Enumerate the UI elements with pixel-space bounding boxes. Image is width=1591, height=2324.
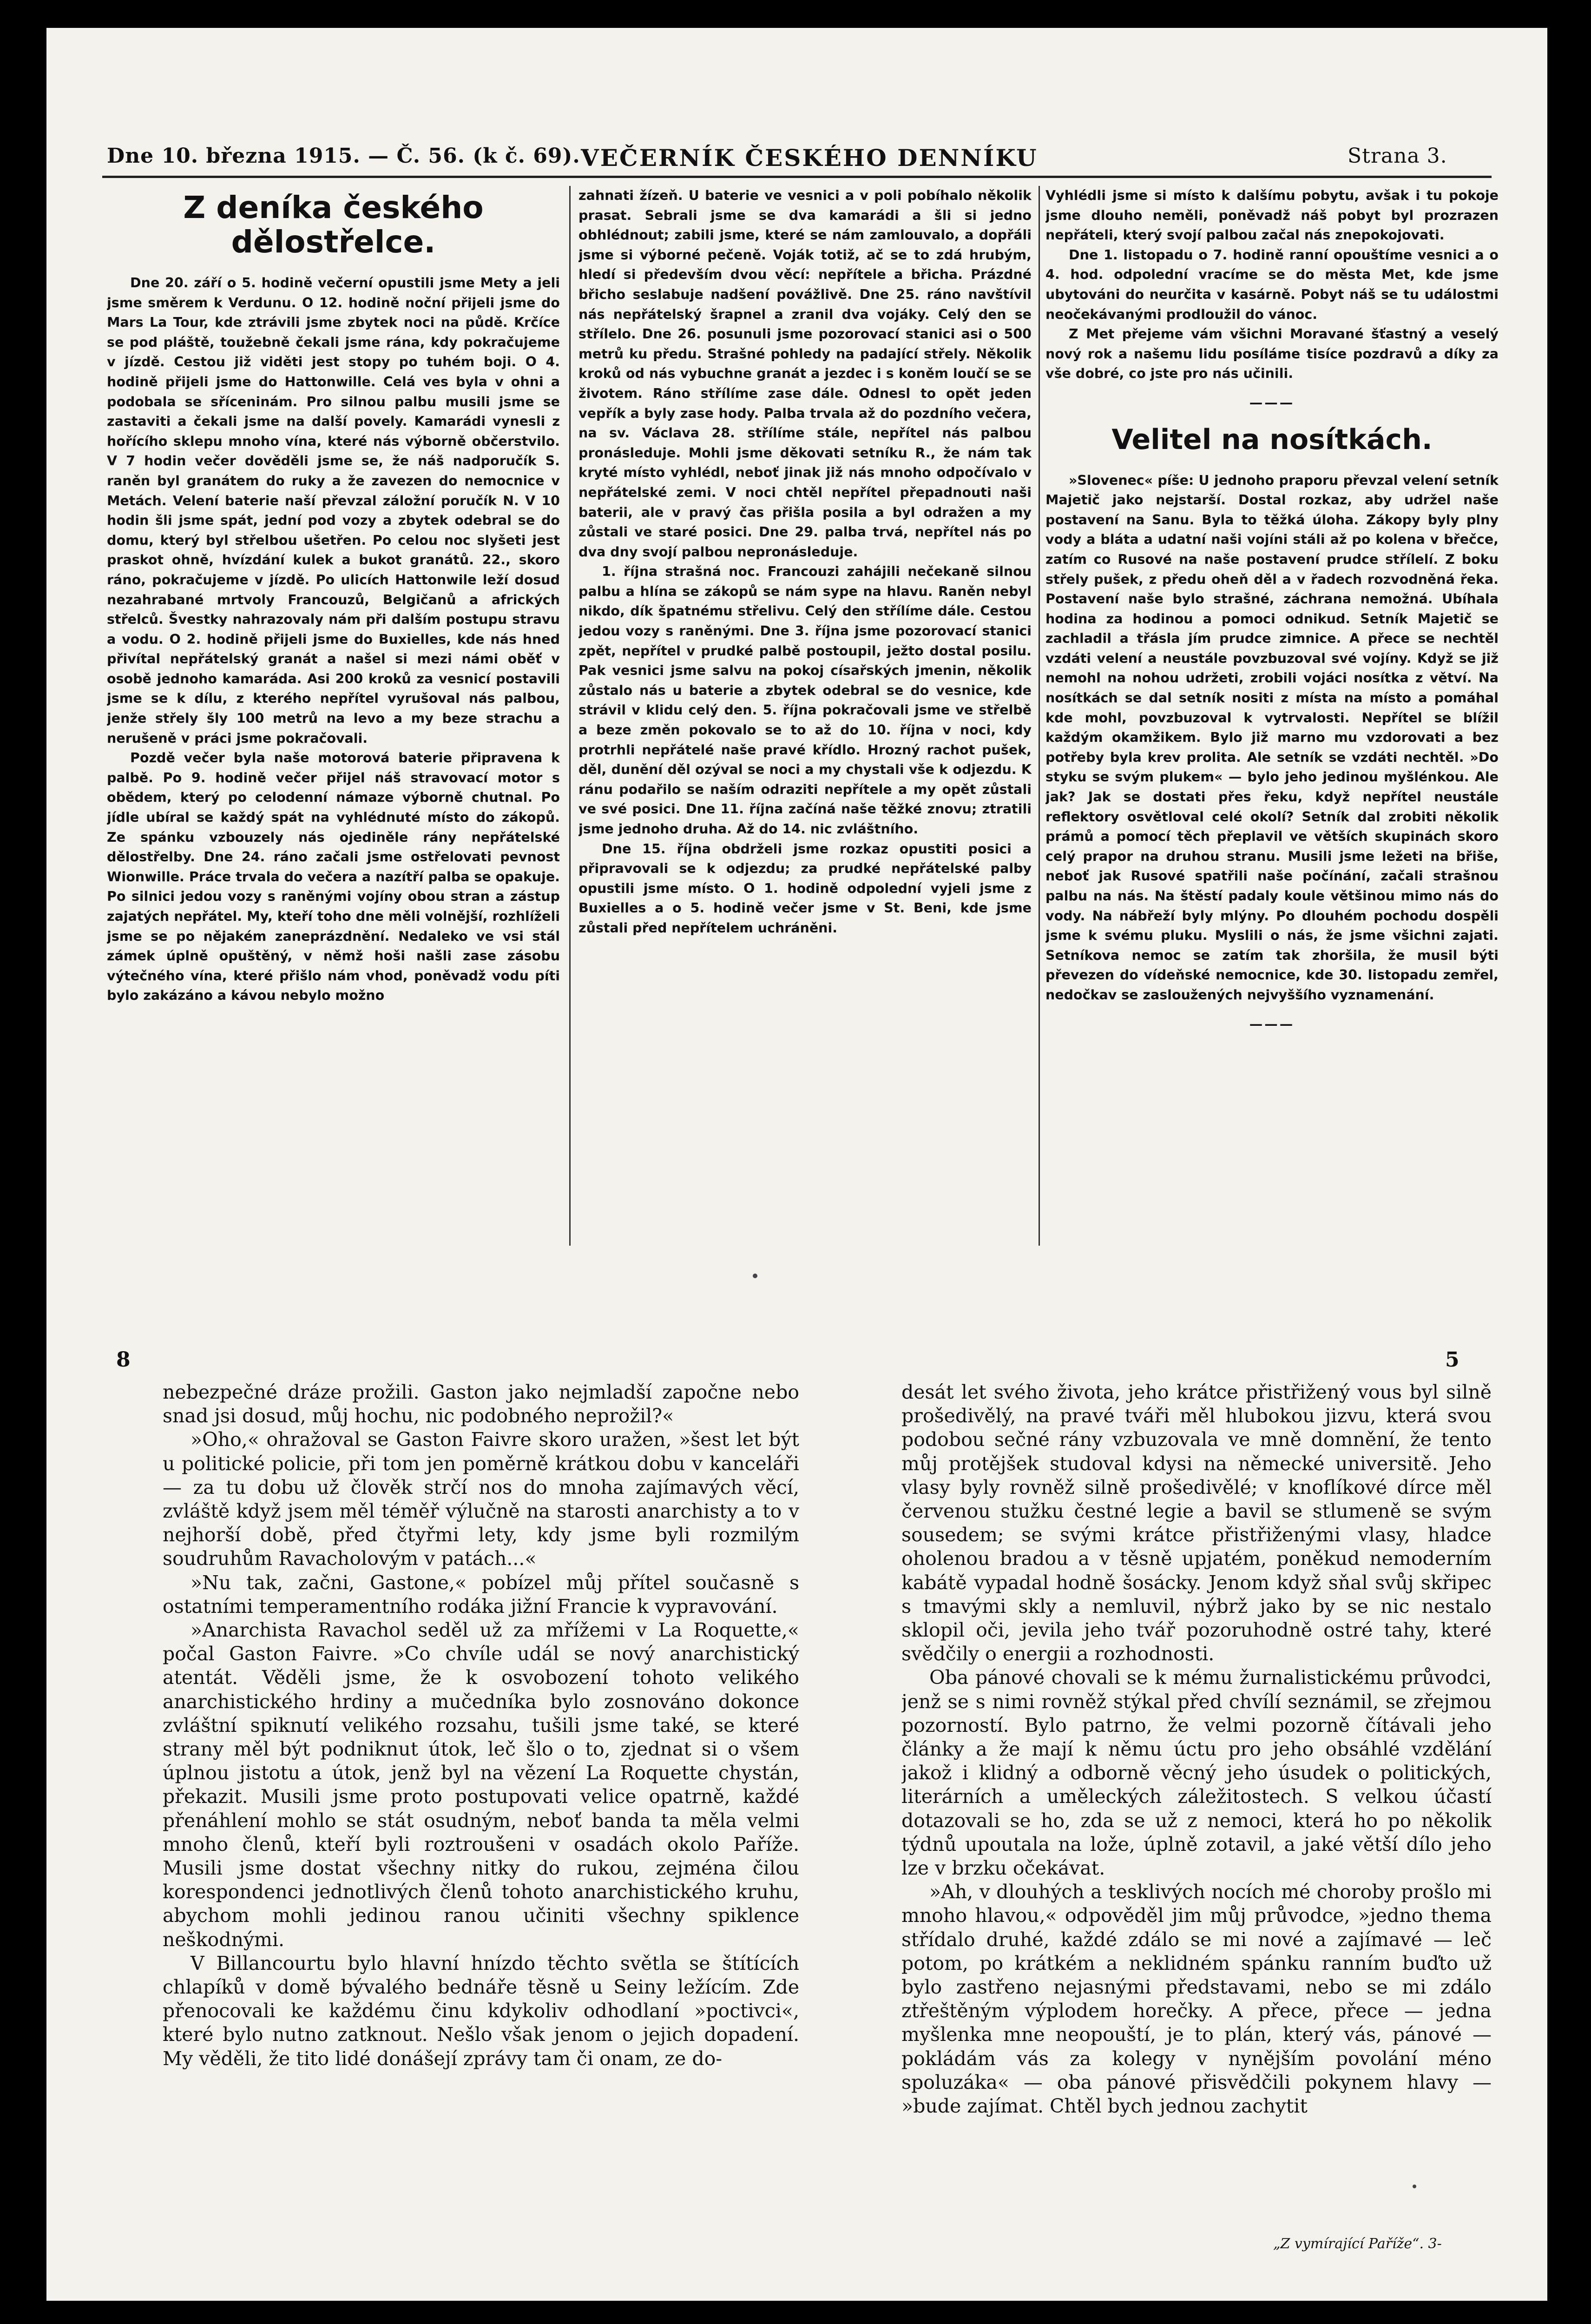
paragraph: desát let svého života, jeho krátce přistřižený vous byl silně prošedivělý, na pravé tváři měl hlubokou jizvu, která svou podobou sečné rány vzbuzovala ve mně domnění, že tento můj protějšek studoval kdysi na německé universitě. Jeho vlasy byly rovněž silně prošedivělé; v knoflíkové dírce měl červenou stužku čestné legie a bavil se stlumeně se svým sousedem; se svými krátce přistřiženými vlasy, hladce oholenou bradou a v těsně upjatém, poněkud nemoderním kabátě vypadal hodně šosácky. Jenom když sňal svůj skřipec s tmavými skly a nemluvil, nýbrž jako by se nic nestalo sklopil oči, jevila jeho tvář pozoruhodně ostré tahy, které svědčily o energii a rozhodnosti.	[901, 1381, 1492, 1665]
paragraph: »Oho,« ohražoval se Gaston Faivre skoro uražen, »šest let být u politické policie, při tom jen poměrně krátkou dobu v kanceláři — za tu dobu už člověk strčí nos do mnoha zajímavých věcí, zvláště když jsem měl téměř výlučně na starosti anarchisty a to v nejhorší době, před čtyřmi lety, kdy jsme byli rozmilým soudruhům Ravacholovým v patách...«	[163, 1428, 799, 1570]
separator: ———	[1249, 395, 1295, 410]
paragraph: »Anarchista Ravachol seděl už za mřížemi v La Roquette,« počal Gaston Faivre. »Co chvíle udál se nový anarchistický atentát. Věděli jsme, že k osvobození tohoto velikého anarchistického hrdiny a mučedníka bylo zosnováno dokonce zvláštní spiknutí velikého rozsahu, tušili jsme také, se které strany měl být podniknut útok, leč šlo o to, zjednat si o všem úplnou jistotu a útok, jenž byl na vězení La Roquette chystán, překazit. Musili jsme proto postupovati velice opatrně, každé přenáhlení mohlo se stát osudným, neboť banda ta měla velmi mnoho členů, kteří byli roztroušeni v osadách okolo Paříže. Musili jsme dostat všechny nitky do rukou, zejména čilou korespondenci jednotlivých členů tohoto anarchistického kruhu, abychom mohli jedinou ranou učiniti všechny spiklence neškodnými.	[163, 1619, 799, 1951]
column-rule	[569, 186, 571, 1246]
newspaper-title: VEČERNÍK ČESKÉHO DENNÍKU	[581, 144, 1038, 172]
paragraph: »Ah, v dlouhých a tesklivých nocích mé choroby prošlo mi mnoho hlavou,« odpověděl jim můj průvodce, »jedno thema střídalo druhé, každé zdálo se mi nové a zajímavé — leč potom, po krátkém a neklidném spánku ranním buďto už bylo zastřeno nejasnými představami, nebo se mi zdálo ztřeštěným výplodem horečky. A přece, přece — jedna myšlenka mne neopouští, je to plán, který vás, pánové — pokládám vás za kolegy v nynějším povolání méno spoluzáka« — oba pánové přisvědčili pokynem hlavy — »bude zajímat. Chtěl bych jednou zachytit	[901, 1881, 1492, 2118]
scan-speck	[1413, 2185, 1416, 2188]
book-page-left	[163, 1380, 799, 2250]
news-column-2	[579, 186, 1032, 1255]
paragraph: »Nu tak, začni, Gastone,« pobízel můj přítel současně s ostatními temperamentního rodáka jižní Francie k vypravování.	[163, 1571, 799, 1618]
scan-speck	[753, 1274, 757, 1278]
paragraph: 1. října strašná noc. Francouzi zahájili nečekaně silnou palbu a hlína se zákopů se nám sype na hlavu. Raněn nebyl nikdo, dík špatnému střelivu. Celý den střílíme dále. Cestou jedou vozy s raněnými. Dne 3. října jsme pozorovací stanici zpět, nepřítel v prudké palbě postoupil, ježto dostal posilu. Pak vesnici jsme salvu na pokoj císařských jmenin, několik zůstalo nás u baterie a zbytek odebral se do vesnice, kde strávil v klidu celý den. 5. října pokračovali jsme ve střelbě a beze změn pokovalo se to až do 10. října v noci, kdy protrhli nepřátelé naše pravé křídlo. Hrozný rachot pušek, děl, dunění děl ozýval se noci a my chystali vše k odjezdu. K ránu podařilo se naším odraziti nepřítele a my opět zůstali ve své posici. Dne 11. října začíná naše těžké znovu; ztratili jsme jednoho druha. Až do 14. nic zvláštního.	[579, 564, 1032, 837]
scanned-page	[46, 28, 1547, 2301]
book-page-number-left: 8	[116, 1348, 131, 1372]
book-page-right	[901, 1380, 1492, 2250]
paragraph: Dne 1. listopadu o 7. hodině ranní opouštíme vesnici a o 4. hod. odpolední vracíme se do města Met, kde jsme ubytováni do neurčita v kasárně. Pobyt náš se tu událostmi neočekávanými prodloužil do vánoc.	[1045, 247, 1499, 322]
header-rule	[102, 176, 1492, 178]
paragraph: zahnati žízeň. U baterie ve vesnici a v poli pobíhalo několik prasat. Sebrali jsme se dva kamarádi a šli si jedno obhlédnout; zabili jsme, které se nám zamlouvalo, a dopřáli jsme si výborné pečeně. Voják totiž, ač se to zdá hrubým, hledí si především dvou věcí: nepřítele a břicha. Prázdné břicho seslabuje nadšení povážlivě. Dne 25. ráno navštívil nás nepřátelský šrapnel a zranil dva vojáky. Celý den se střílelo. Dne 26. posunuli jsme pozorovací stanici asi o 500 metrů ku předu. Strašné pohledy na padající střely. Několik kroků od nás vybuchne granát a jezdec i s koněm loučí se se životem. Ráno střílíme zase dále. Odnesl to opět jeden vepřík a byly zase hody. Palba trvala až do pozdního večera, na sv. Václava 28. střílíme stále, nepřítel nás palbou pronásleduje. Mohli jsme děkovati setníku R., že nám tak kryté místo vyhlédl, neboť jinak již nás mnoho odpočívalo v nepřátelské zemi. V noci chtěl nepřítel přepadnouti naši baterii, ale v pravý čas přišla posila a byl odražen a my zůstali ve staré posici. Dne 29. palba trvá, nepřítel nás po dva dny svojí palbou nepronásleduje.	[579, 188, 1032, 560]
paragraph: Dne 20. září o 5. hodině večerní opustili jsme Mety a jeli jsme směrem k Verdunu. O 12. hodině noční přijeli jsme do Mars La Tour, kde ztrávili jsme zbytek noci na půdě. Krčíce se pod pláště, toužebně čekali jsme rána, kdy pokračujeme v jízdě. Cestou již viděti jest stopy po tuhém boji. O 4. hodině přijeli jsme do Hattonwille. Celá ves byla v ohni a podobala se sříceninám. Pro silnou palbu musili jsme se zastaviti a čekali jsme na další povely. Kamarádi vynesli z hořícího sklepu mnoho vína, které nás výborně občerstvilo. V 7 hodin večer dověděli jsme se, že náš nadporučík S. raněn byl granátem do ruky a že zavezen do nemocnice v Metách. Velení baterie naší převzal záložní poručík N. V 10 hodin šli jsme spát, jední pod vozy a zbytek odebral se do domu, který byl střelbou ušetřen. Po celou noc slyšeti jest praskot ohně, hvízdání kulek a bukot granátů. 22., skoro ráno, pokračujeme v jízdě. Po ulicích Hattonwile leží dosud nezahrabané mrtvoly Francouzů, Belgičanů a afrických střelců. Švestky nahrazovaly nám při dalším postupu stravu a vodu. O 2. hodině přijeli jsme do Buxielles, kde nás hned přivítal nepřátelský granát a našel si mezi námi oběť v osobě jednoho kamaráda. Asi 200 kroků za vesnicí postavili jsme se k dílu, z kterého nepřítel vyrušoval nás palbou, jenže střely šly 100 metrů na levo a my beze strachu a nerušeně v práci jsme pokračovali.	[107, 275, 560, 746]
paragraph: Vyhlédli jsme si místo k dalšímu pobytu, avšak i tu pokoje jsme dlouho neměli, poněvadž náš pobyt byl prozrazen nepřáteli, který svojí palbou začal nás znepokojovati.	[1045, 188, 1499, 243]
book-page-number-right: 5	[1445, 1348, 1460, 1372]
paragraph: Oba pánové chovali se k mému žurnalistickému průvodci, jenž se s nimi rovněž stýkal před chvílí seznámil, se zřejmou pozorností. Bylo patrno, že velmi pozorně čítávali jeho články a že mají k němu úctu pro jeho obsáhlé vzdělání jakož i klidný a odborně věcný jeho úsudek o politických, literárních a uměleckých záležitostech. S velkou účastí dotazovali se ho, zda se už z nemoci, která ho po několik týdnů upoutala na lože, úplně zotavil, a jaké větší dílo jeho lze v brzku očekávat.	[901, 1666, 1492, 1880]
column-rule	[1039, 186, 1040, 1246]
paragraph: Pozdě večer byla naše motorová baterie připravena k palbě. Po 9. hodině večer přijel náš stravovací motor s obědem, který po celodenní námaze výborně chutnal. Po jídle ubíral se každý spát na vyhlédnuté místo do zákopů. Ze spánku vzbouzely nás ojediněle rány nepřátelské dělostřelby. Dne 24. ráno začali jsme ostřelovati pevnost Wionwille. Práce trvala do večera a nazítří palba se opakuje. Po silnici jedou vozy s raněnými vojíny obou stran a zástup zajatých nepřátel. My, kteří toho dne měli volnější, rozhlíželi jsme se po nějakém zaneprázdnění. Nedaleko ve vsi stál zámek úplně opuštěný, v němž hoši našli zase zásobu výtečného vína, které přišlo nám vhod, poněvadž vodu píti bylo zakázáno a kávou nebylo možno	[107, 750, 560, 1004]
article-title: Velitel na nosítkách.	[1111, 423, 1433, 456]
issue-date: Dne 10. března 1915. — Č. 56. (k č. 69).	[107, 144, 580, 168]
page-number: Strana 3.	[1348, 144, 1447, 168]
book-footnote: „Z vymírající Paříže“. 3-	[1273, 2236, 1442, 2252]
paragraph: nebezpečné dráze prožili. Gaston jako nejmladší započne nebo snad jsi dosud, můj hochu, nic podobného neprožil?«	[163, 1381, 799, 1427]
news-column-1	[107, 186, 560, 1255]
paragraph: Dne 15. října obdrželi jsme rozkaz opustiti posici a připravovali se k odjezdu; za prudké nepřátelské palby opustili jsme místo. O 1. hodině odpolední vyjeli jsme z Buxielles a o 5. hodině večer jsme v St. Beni, kde jsme zůstali před nepřítelem uchráněni.	[579, 841, 1032, 936]
news-column-3	[1045, 186, 1499, 1255]
paragraph: »Slovenec« píše: U jednoho praporu převzal velení setník Majetič jako nejstarší. Dostal rozkaz, aby udržel naše postavení na Sanu. Byla to těžká úloha. Zákopy byly plny vody a bláta a udatní naši vojíni stáli až po kolena v břečce, zatím co Rusové na naše postavení prudce střílelí. Z boku střely pušek, z předu oheň děl a v řadech rozvodněná řeka. Postavení naše bylo strašné, záchrana nemožná. Ubíhala hodina za hodinou a pomoci odnikud. Setník Majetič se zachladil a třásla jím prudce zimnice. A přece se nechtěl vzdáti velení a neustále povzbuzoval své vojíny. Když se již nemohl na nohou udržeti, zrobili vojáci nosítka z větví. Na nosítkách se dal setník nositi z místa na místo a pomáhal kde mohl, povzbuzoval k vytrvalosti. Nepřítel se blížil každým okamžikem. Bylo již marno mu vzdorovati a bez potřeby byla krev prolita. Ale setník se vzdáti nechtěl. »Do styku se svým plukem« — bylo jeho jedinou myšlénkou. Ale jak? Jak se dostati přes řeku, když nepřítel neustále reflektory osvětloval celé okolí? Setník dal zrobiti několik prámů a pomocí těch přeplavil ve větších skupinách skoro celý prapor na druhou stranu. Musili jsme ležeti na břiše, neboť jak Rusové spatřili naše počínání, začali strašnou palbu na nás. Na štěstí padaly koule většinou mimo nás do vody. Na nábřeží byly mlýny. Po dlouhém pochodu dospěli jsme k svému pluku. Myslili o nás, že jsme všichni zajati. Setníkova nemoc se zatím tak zhoršila, že musil býti převezen do vídeňské nemocnice, kde 30. listopadu zemřel, nedočkav se zasloužených nejvyššího vyznamenání.	[1045, 472, 1499, 1003]
paragraph: V Billancourtu bylo hlavní hnízdo těchto světla se štítících chlapíků v domě bývalého bednáře těsně u Seiny ležícím. Zde přenocovali ke každému činu kdykoliv odhodlaní »poctivci«, které bylo nutno zatknout. Nešlo však jenom o jejich dopadení. My věděli, že tito lidé donášejí zprávy tam či onam, ze do-	[163, 1952, 799, 2070]
paragraph: Z Met přejeme vám všichni Moravané šťastný a veselý nový rok a našemu lidu posíláme tisíce pozdravů a díky za vše dobré, co jste pro nás učinili.	[1045, 326, 1499, 382]
separator: ———	[1249, 1016, 1295, 1032]
article-title: Z deníka českého dělostřelce.	[183, 190, 484, 260]
